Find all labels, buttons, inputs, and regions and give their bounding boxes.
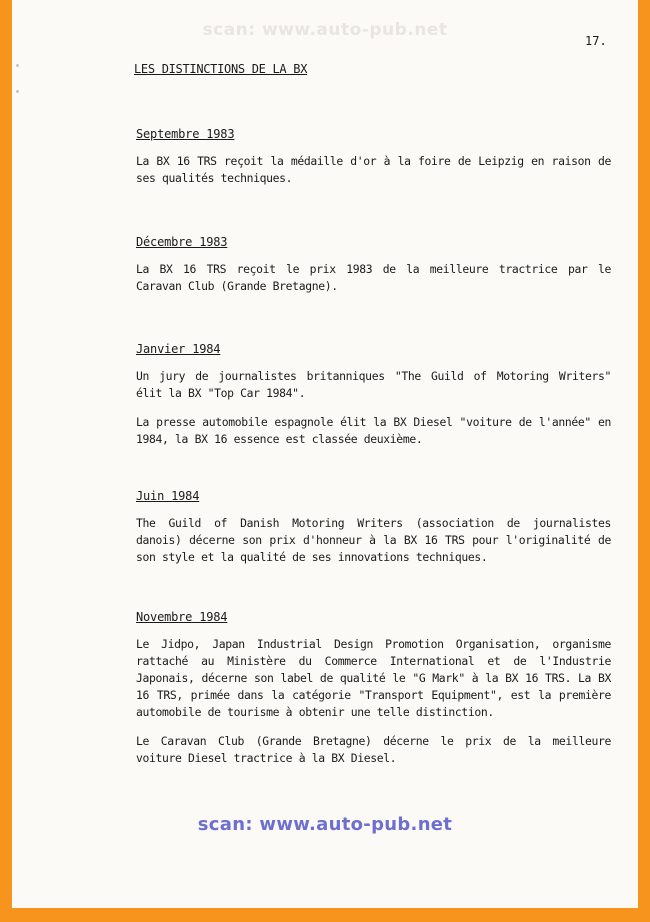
- watermark-bottom: scan: www.auto-pub.net: [197, 814, 453, 835]
- section-heading: Juin 1984: [136, 489, 200, 503]
- section-paragraph: The Guild of Danish Motoring Writers (association de journalistes danois) décerne son prix d'honneur à la BX 16 TRS pour l'originalité de son style et la qualité de ses innovations techniques.: [136, 516, 611, 564]
- section-heading: Novembre 1984: [136, 610, 228, 624]
- section-novembre-1984: [136, 610, 611, 779]
- document-page: [12, 0, 638, 908]
- section-heading: Septembre 1983: [136, 127, 235, 141]
- binder-mark: [16, 64, 19, 67]
- section-paragraph: Un jury de journalistes britanniques "The Guild of Motoring Writers" élit la BX "Top Car 1984".: [136, 369, 611, 400]
- section-juin-1984: [136, 489, 611, 578]
- section-heading: Décembre 1983: [136, 235, 228, 249]
- section-paragraph: Le Jidpo, Japan Industrial Design Promotion Organisation, organisme rattaché au Ministère du Commerce International et de l'Industrie Japonais, décerne son label de qualité le "G Mark" à la BX 16 TRS. La BX 16 TRS, primée dans la catégorie "Transport Equipment", est la première automobile de tourisme à obtenir une telle distinction.: [136, 637, 611, 719]
- section-paragraph: La BX 16 TRS reçoit le prix 1983 de la meilleure tractrice par le Caravan Club (Grande Bretagne).: [136, 262, 611, 293]
- section-paragraph: La presse automobile espagnole élit la BX Diesel "voiture de l'année" en 1984, la BX 16 essence est classée deuxième.: [136, 415, 611, 446]
- section-paragraph: Le Caravan Club (Grande Bretagne) décerne le prix de la meilleure voiture Diesel tractrice à la BX Diesel.: [136, 734, 611, 765]
- section-heading: Janvier 1984: [136, 342, 221, 356]
- section-paragraph: La BX 16 TRS reçoit la médaille d'or à la foire de Leipzig en raison de ses qualités techniques.: [136, 154, 611, 185]
- watermark-top: scan: www.auto-pub.net: [202, 20, 448, 40]
- section-septembre-1983: [136, 127, 611, 199]
- section-decembre-1983: [136, 235, 611, 307]
- binder-mark: [16, 90, 19, 93]
- page-number: 17.: [585, 34, 607, 48]
- section-janvier-1984: [136, 342, 611, 460]
- document-title: LES DISTINCTIONS DE LA BX: [134, 62, 308, 76]
